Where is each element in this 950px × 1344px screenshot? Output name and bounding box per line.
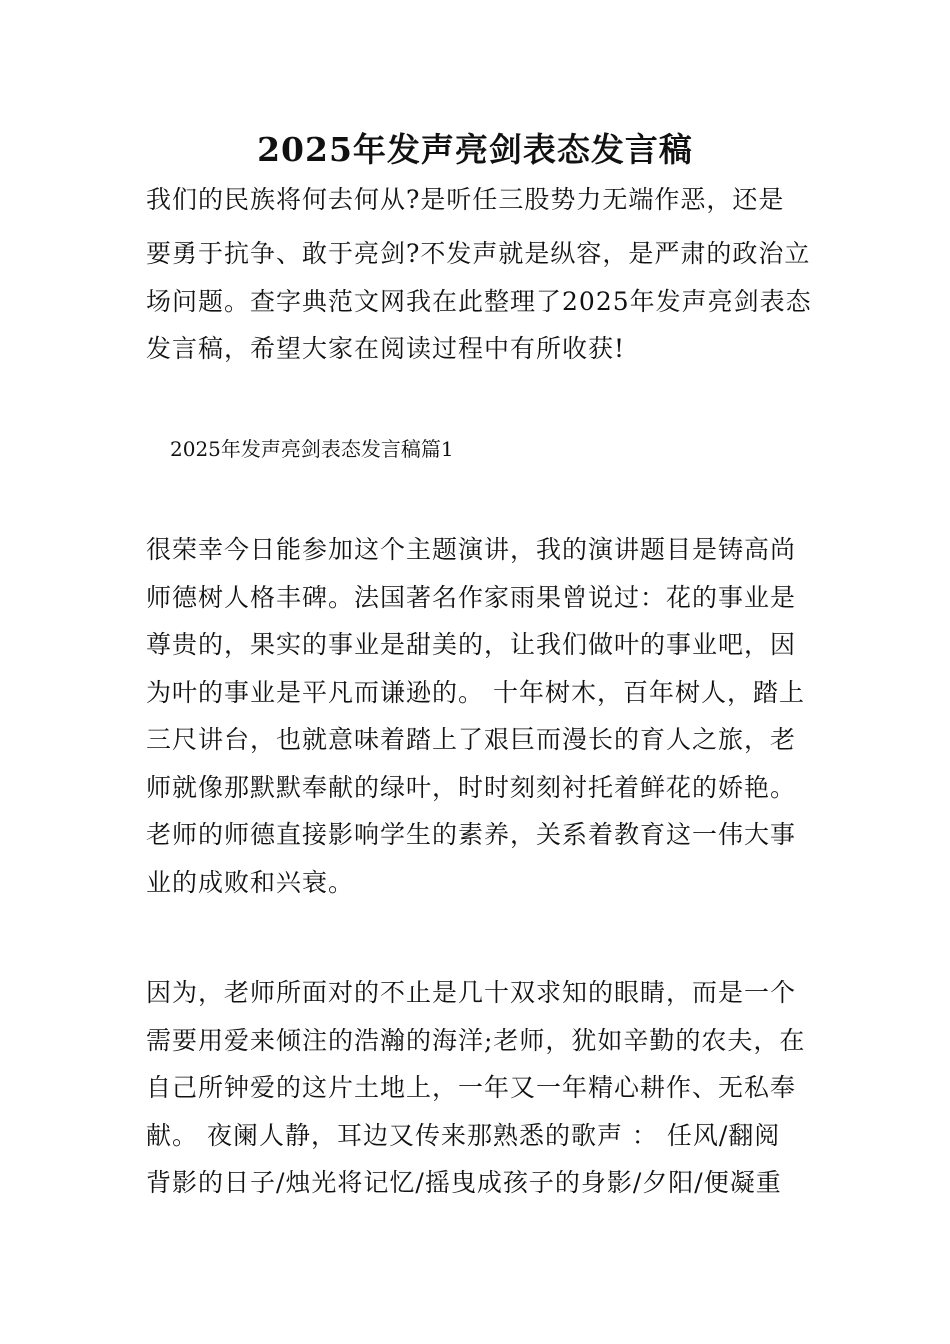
paragraph1-line-5: 三尺讲台，也就意味着踏上了艰巨而漫长的育人之旅，老 [146, 725, 797, 754]
intro-line-3: 场问题。查字典范文网我在此整理了2025年发声亮剑表态 [146, 287, 812, 316]
intro-line-4: 发言稿，希望大家在阅读过程中有所收获! [146, 334, 626, 363]
paragraph1-line-4: 为叶的事业是平凡而谦逊的。 十年树木，百年树人，踏上 [146, 678, 805, 707]
paragraph2-line-1: 因为，老师所面对的不止是几十双求知的眼睛，而是一个 [146, 978, 797, 1007]
paragraph2-line-5: 背影的日子/烛光将记忆/摇曳成孩子的身影/夕阳/便凝重 [146, 1168, 782, 1197]
paragraph1-line-8: 业的成败和兴衰。 [146, 868, 355, 897]
paragraph2-line-2: 需要用爱来倾注的浩瀚的海洋;老师，犹如辛勤的农夫，在 [146, 1026, 806, 1055]
paragraph1-line-7: 老师的师德直接影响学生的素养，关系着教育这一伟大事 [146, 820, 797, 849]
intro-line-1: 我们的民族将何去何从?是听任三股势力无端作恶，还是 [146, 185, 785, 214]
intro-line-2: 要勇于抗争、敢于亮剑?不发声就是纵容，是严肃的政治立 [146, 239, 811, 268]
paragraph1-line-1: 很荣幸今日能参加这个主题演讲，我的演讲题目是铸高尚 [146, 535, 797, 564]
paragraph2-line-3: 自己所钟爱的这片土地上，一年又一年精心耕作、无私奉 [146, 1073, 797, 1102]
paragraph1-line-2: 师德树人格丰碑。法国著名作家雨果曾说过：花的事业是 [146, 583, 797, 612]
section-heading: 2025年发声亮剑表态发言稿篇1 [170, 437, 454, 461]
paragraph1-line-6: 师就像那默默奉献的绿叶，时时刻刻衬托着鲜花的娇艳。 [146, 773, 797, 802]
document-title: 2025年发声亮剑表态发言稿 [257, 130, 693, 169]
paragraph2-line-4: 献。 夜阑人静，耳边又传来那熟悉的歌声 ： 任风/翻阅 [146, 1121, 781, 1150]
paragraph1-line-3: 尊贵的，果实的事业是甜美的，让我们做叶的事业吧，因 [146, 630, 797, 659]
